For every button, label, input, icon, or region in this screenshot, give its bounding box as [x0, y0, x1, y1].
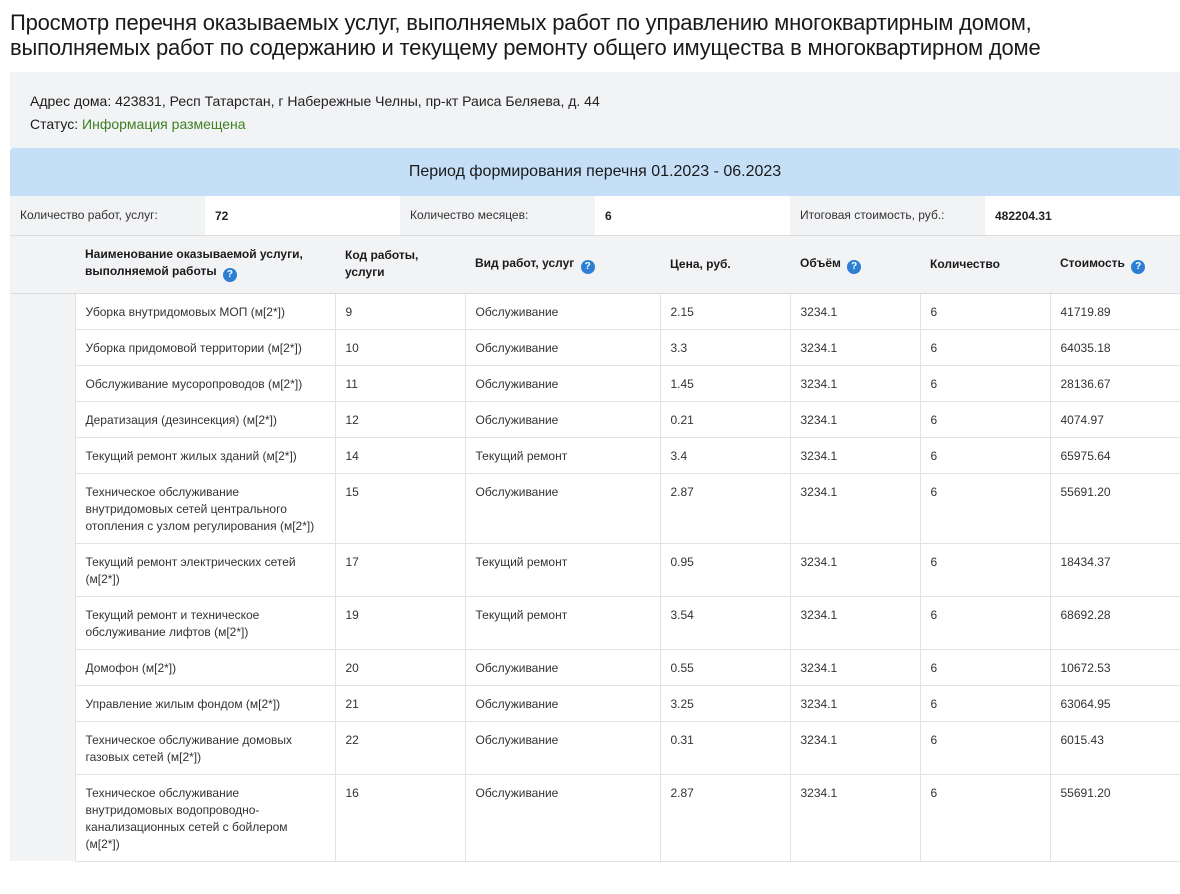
cell-quantity: 6 [920, 685, 1050, 721]
question-circle-icon[interactable]: ? [581, 260, 595, 274]
cell-quantity: 6 [920, 721, 1050, 774]
cell-name: Техническое обслуживание внутридомовых водопроводно-канализационных сетей с бойлером (м[2*]) [75, 774, 335, 861]
cell-cost: 18434.37 [1050, 543, 1180, 596]
cell-cost: 64035.18 [1050, 329, 1180, 365]
cell-quantity: 6 [920, 437, 1050, 473]
cell-quantity: 6 [920, 365, 1050, 401]
cell-volume: 3234.1 [790, 293, 920, 329]
table-row [10, 437, 1180, 473]
cell-name: Текущий ремонт жилых зданий (м[2*]) [75, 437, 335, 473]
header-type [465, 236, 660, 293]
cell-cost: 63064.95 [1050, 685, 1180, 721]
cell-code: 16 [335, 774, 465, 861]
table-header-row [10, 236, 1180, 293]
header-code-label: Код работы, услуги [345, 248, 419, 280]
status-line [30, 113, 1180, 136]
address-line [30, 90, 1180, 113]
cell-name: Обслуживание мусоропроводов (м[2*]) [75, 365, 335, 401]
cell-code: 11 [335, 365, 465, 401]
header-name [75, 236, 335, 293]
cell-quantity: 6 [920, 293, 1050, 329]
summary-row [10, 196, 1180, 236]
cell-name: Текущий ремонт электрических сетей (м[2*]) [75, 543, 335, 596]
row-side-cell [10, 685, 75, 721]
table-row [10, 774, 1180, 861]
address-value: 423831, Респ Татарстан, г Набережные Челны, пр-кт Раиса Беляева, д. 44 [115, 93, 600, 109]
cell-code: 10 [335, 329, 465, 365]
services-table-wrap [10, 236, 1180, 862]
table-row [10, 685, 1180, 721]
total-cost-value: 482204.31 [985, 196, 1180, 235]
row-side-cell [10, 543, 75, 596]
period-header: Период формирования перечня 01.2023 - 06.2023 [10, 148, 1180, 196]
cell-quantity: 6 [920, 329, 1050, 365]
row-side-cell [10, 401, 75, 437]
cell-name: Уборка внутридомовых МОП (м[2*]) [75, 293, 335, 329]
row-side-cell [10, 329, 75, 365]
cell-quantity: 6 [920, 774, 1050, 861]
row-side-cell [10, 721, 75, 774]
cell-name: Текущий ремонт и техническое обслуживание лифтов (м[2*]) [75, 596, 335, 649]
cell-name: Уборка придомовой территории (м[2*]) [75, 329, 335, 365]
cell-code: 20 [335, 649, 465, 685]
cell-type: Обслуживание [465, 721, 660, 774]
cell-volume: 3234.1 [790, 596, 920, 649]
page-title: Просмотр перечня оказываемых услуг, выполняемых работ по управлению многоквартирным домом, выполняемых работ по содержанию и текущему ремонту общего имущества в многоквартирном доме [10, 10, 1041, 60]
cell-type: Обслуживание [465, 473, 660, 543]
cell-quantity: 6 [920, 473, 1050, 543]
question-circle-icon[interactable]: ? [847, 260, 861, 274]
table-row [10, 596, 1180, 649]
cell-type: Текущий ремонт [465, 543, 660, 596]
header-quantity [920, 236, 1050, 293]
cell-cost: 28136.67 [1050, 365, 1180, 401]
row-side-cell [10, 596, 75, 649]
table-row [10, 365, 1180, 401]
cell-quantity: 6 [920, 543, 1050, 596]
cell-type: Обслуживание [465, 685, 660, 721]
row-side-cell [10, 293, 75, 329]
header-side-cell [10, 236, 75, 293]
cell-price: 3.54 [660, 596, 790, 649]
cell-quantity: 6 [920, 401, 1050, 437]
row-side-cell [10, 437, 75, 473]
cell-cost: 6015.43 [1050, 721, 1180, 774]
cell-type: Текущий ремонт [465, 596, 660, 649]
row-side-cell [10, 365, 75, 401]
cell-code: 9 [335, 293, 465, 329]
cell-type: Обслуживание [465, 293, 660, 329]
cell-price: 0.31 [660, 721, 790, 774]
header-volume-label: Объём [800, 255, 841, 270]
cell-type: Обслуживание [465, 329, 660, 365]
cell-name: Управление жилым фондом (м[2*]) [75, 685, 335, 721]
cell-cost: 68692.28 [1050, 596, 1180, 649]
table-row [10, 721, 1180, 774]
status-value: Информация размещена [82, 116, 246, 132]
cell-name: Техническое обслуживание домовых газовых сетей (м[2*]) [75, 721, 335, 774]
header-price [660, 236, 790, 293]
header-type-label: Вид работ, услуг [475, 255, 575, 270]
row-side-cell [10, 649, 75, 685]
cell-price: 3.4 [660, 437, 790, 473]
header-cost-label: Стоимость [1060, 255, 1125, 270]
table-row [10, 649, 1180, 685]
header-code [335, 236, 465, 293]
cell-code: 12 [335, 401, 465, 437]
cell-price: 0.21 [660, 401, 790, 437]
months-count-value: 6 [595, 196, 790, 235]
cell-volume: 3234.1 [790, 329, 920, 365]
table-row [10, 543, 1180, 596]
cell-price: 1.45 [660, 365, 790, 401]
cell-volume: 3234.1 [790, 401, 920, 437]
cell-volume: 3234.1 [790, 685, 920, 721]
cell-volume: 3234.1 [790, 365, 920, 401]
cell-price: 0.95 [660, 543, 790, 596]
cell-price: 2.87 [660, 774, 790, 861]
header-quantity-label: Количество [930, 256, 1000, 271]
status-label: Статус: [30, 116, 79, 132]
months-count-label: Количество месяцев: [400, 196, 595, 235]
cell-volume: 3234.1 [790, 437, 920, 473]
cell-type: Текущий ремонт [465, 437, 660, 473]
cell-cost: 41719.89 [1050, 293, 1180, 329]
cell-name: Дератизация (дезинсекция) (м[2*]) [75, 401, 335, 437]
cell-cost: 55691.20 [1050, 473, 1180, 543]
cell-volume: 3234.1 [790, 543, 920, 596]
cell-cost: 65975.64 [1050, 437, 1180, 473]
question-circle-icon[interactable]: ? [1131, 260, 1145, 274]
cell-code: 22 [335, 721, 465, 774]
row-side-cell [10, 774, 75, 861]
cell-price: 3.25 [660, 685, 790, 721]
cell-volume: 3234.1 [790, 721, 920, 774]
cell-name: Домофон (м[2*]) [75, 649, 335, 685]
address-label: Адрес дома: [30, 93, 112, 109]
cell-cost: 55691.20 [1050, 774, 1180, 861]
table-row [10, 293, 1180, 329]
header-name-label: Наименование оказываемой услуги, выполняемой работы [85, 247, 303, 279]
row-side-cell [10, 473, 75, 543]
cell-volume: 3234.1 [790, 774, 920, 861]
table-row [10, 329, 1180, 365]
services-table-body [10, 293, 1180, 861]
cell-type: Обслуживание [465, 649, 660, 685]
cell-price: 0.55 [660, 649, 790, 685]
table-row [10, 401, 1180, 437]
cell-code: 19 [335, 596, 465, 649]
cell-code: 15 [335, 473, 465, 543]
cell-price: 2.87 [660, 473, 790, 543]
cell-type: Обслуживание [465, 365, 660, 401]
house-info-panel [10, 72, 1180, 148]
cell-name: Техническое обслуживание внутридомовых сетей центрального отопления с узлом регулирования (м[2*]) [75, 473, 335, 543]
cell-type: Обслуживание [465, 401, 660, 437]
cell-type: Обслуживание [465, 774, 660, 861]
cell-code: 17 [335, 543, 465, 596]
question-circle-icon[interactable]: ? [223, 268, 237, 282]
cell-volume: 3234.1 [790, 649, 920, 685]
cell-price: 3.3 [660, 329, 790, 365]
total-cost-label: Итоговая стоимость, руб.: [790, 196, 985, 235]
cell-code: 14 [335, 437, 465, 473]
services-table [10, 236, 1180, 862]
cell-cost: 4074.97 [1050, 401, 1180, 437]
cell-quantity: 6 [920, 596, 1050, 649]
header-price-label: Цена, руб. [670, 256, 731, 271]
cell-code: 21 [335, 685, 465, 721]
header-cost [1050, 236, 1180, 293]
table-row [10, 473, 1180, 543]
header-volume [790, 236, 920, 293]
cell-price: 2.15 [660, 293, 790, 329]
works-count-label: Количество работ, услуг: [10, 196, 205, 235]
cell-cost: 10672.53 [1050, 649, 1180, 685]
cell-volume: 3234.1 [790, 473, 920, 543]
cell-quantity: 6 [920, 649, 1050, 685]
works-count-value: 72 [205, 196, 400, 235]
